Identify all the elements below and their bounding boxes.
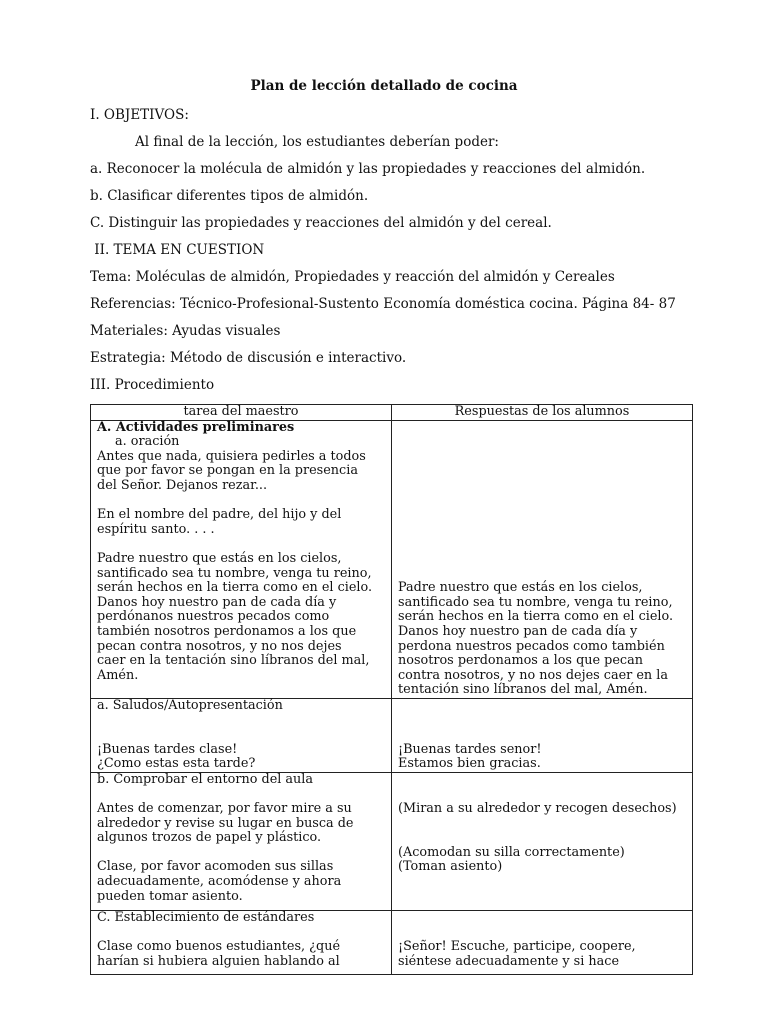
blank-line	[398, 713, 686, 728]
text-line: caer en la tentación sino líbranos del mal,	[97, 653, 370, 669]
blank-line	[398, 925, 686, 940]
text-line: del Señor. Dejanos rezar...	[97, 477, 268, 493]
blank-line	[398, 773, 686, 788]
text-line: Amén.	[97, 667, 139, 683]
text-line: siéntese adecuadamente y si hace	[398, 953, 620, 969]
blank-line	[398, 537, 686, 552]
text-line: tentación sino líbranos del mal, Amén.	[398, 682, 648, 698]
table-header-row	[91, 405, 693, 421]
text-line: serán hechos en la tierra como en el cielo.	[97, 580, 373, 596]
teacher-cell	[91, 420, 392, 698]
text-line: (Acomodan su silla correctamente)	[398, 844, 625, 860]
text-line: alrededor y revise su lugar en busca de	[97, 815, 354, 831]
objectives-intro: Al final de la lección, los estudiantes deberían poder:	[135, 134, 499, 150]
text-line: contra nosotros, y no nos dejes caer en la	[398, 667, 668, 683]
blank-line	[398, 508, 686, 523]
cell-text	[97, 699, 385, 772]
procedure-table	[90, 404, 693, 975]
blank-line	[398, 479, 686, 494]
topic-line: Tema: Moléculas de almidón, Propiedades y reacción del almidón y Cereales	[90, 269, 615, 285]
blank-line	[97, 787, 385, 802]
cell-text	[398, 421, 686, 698]
blank-line	[97, 925, 385, 940]
text-line: Clase como buenos estudiantes, ¿qué	[97, 939, 341, 955]
text-line: Antes que nada, quisiera pedirles a todos	[97, 448, 366, 464]
blank-line	[398, 728, 686, 743]
text-line: harían si hubiera alguien hablando al	[97, 953, 340, 969]
text-line: Padre nuestro que estás en los cielos,	[398, 580, 643, 596]
text-line: pecan contra nosotros, y no nos dejes	[97, 638, 342, 654]
blank-line	[398, 567, 686, 582]
cell-text	[398, 911, 686, 969]
text-line: Estamos bien gracias.	[398, 756, 541, 772]
blank-line	[97, 494, 385, 509]
objective-item: b. Clasificar diferentes tipos de almidón.	[90, 188, 369, 204]
blank-line	[97, 846, 385, 861]
cell-text	[97, 911, 385, 969]
text-line: santificado sea tu nombre, venga tu reino,	[97, 565, 372, 581]
references-line: Referencias: Técnico-Profesional-Sustento Economía doméstica cocina. Página 84- 87	[90, 296, 676, 312]
blank-line	[398, 911, 686, 926]
text-line: que por favor se pongan en la presencia	[97, 463, 358, 479]
table-row	[91, 772, 693, 910]
blank-line	[398, 523, 686, 538]
teacher-cell	[91, 772, 392, 910]
text-line: santificado sea tu nombre, venga tu reino,	[398, 594, 673, 610]
text-line: Antes de comenzar, por favor mire a su	[97, 801, 352, 817]
text-line: pueden tomar asiento.	[97, 888, 243, 904]
blank-line	[398, 552, 686, 567]
cell-text	[97, 773, 385, 904]
blank-line	[398, 817, 686, 832]
header-student-responses: Respuestas de los alumnos	[392, 405, 693, 421]
strategy-line: Estrategia: Método de discusión e interactivo.	[90, 350, 407, 366]
text-line: a. Saludos/Autopresentación	[97, 697, 283, 713]
text-line: Danos hoy nuestro pan de cada día y	[398, 623, 638, 639]
blank-line	[97, 728, 385, 743]
text-line: nosotros perdonamos a los que pecan	[398, 653, 643, 669]
text-line: perdona nuestros pecados como también	[398, 638, 665, 654]
text-line: Padre nuestro que estás en los cielos,	[97, 550, 342, 566]
cell-text	[97, 450, 385, 684]
cell-text	[398, 699, 686, 772]
procedure-heading: III. Procedimiento	[90, 377, 215, 393]
text-line: perdónanos nuestros pecados como	[97, 609, 330, 625]
student-cell	[392, 420, 693, 698]
text-line: Clase, por favor acomoden sus sillas	[97, 859, 334, 875]
student-cell	[392, 772, 693, 910]
text-line: ¡Señor! Escuche, participe, coopere,	[398, 939, 636, 955]
objective-item: a. Reconocer la molécula de almidón y las propiedades y reacciones del almidón.	[90, 161, 646, 177]
cell-text	[398, 773, 686, 875]
text-line: En el nombre del padre, del hijo y del	[97, 507, 342, 523]
text-line: algunos trozos de papel y plástico.	[97, 830, 322, 846]
text-line: ¡Buenas tardes clase!	[97, 741, 238, 757]
blank-line	[398, 450, 686, 465]
teacher-cell	[91, 698, 392, 772]
text-line: ¿Como estas esta tarde?	[97, 756, 256, 772]
text-line: ¡Buenas tardes senor!	[398, 741, 542, 757]
blank-line	[97, 713, 385, 728]
text-line: adecuadamente, acomódense y ahora	[97, 874, 342, 889]
blank-line	[398, 699, 686, 714]
teacher-cell	[91, 910, 392, 974]
student-cell	[392, 698, 693, 772]
blank-line	[398, 464, 686, 479]
materials-line: Materiales: Ayudas visuales	[90, 323, 281, 339]
objective-item: C. Distinguir las propiedades y reacciones del almidón y del cereal.	[90, 215, 552, 231]
text-line: (Toman asiento)	[398, 859, 503, 875]
blank-line	[97, 537, 385, 552]
document-title: Plan de lección detallado de cocina	[250, 78, 518, 94]
text-line: b. Comprobar el entorno del aula	[97, 771, 314, 787]
section-heading: A. Actividades preliminares	[97, 419, 295, 435]
blank-line	[398, 494, 686, 509]
table-row	[91, 420, 693, 698]
blank-line	[398, 787, 686, 802]
blank-line	[398, 831, 686, 846]
header-teacher-task: tarea del maestro	[91, 405, 392, 421]
text-line: también nosotros perdonamos a los que	[97, 623, 357, 639]
text-line: Danos hoy nuestro pan de cada día y	[97, 594, 337, 610]
text-line: espíritu santo. . . .	[97, 521, 215, 537]
table-row	[91, 910, 693, 974]
subsection-label: a. oración	[115, 434, 180, 450]
text-line: serán hechos en la tierra como en el cielo.	[398, 609, 674, 625]
topic-heading: II. TEMA EN CUESTION	[90, 242, 265, 258]
table-row	[91, 698, 693, 772]
text-line: (Miran a su alrededor y recogen desechos)	[398, 801, 677, 817]
objectives-heading: I. OBJETIVOS:	[90, 107, 189, 123]
text-line: C. Establecimiento de estándares	[97, 909, 315, 925]
student-cell	[392, 910, 693, 974]
